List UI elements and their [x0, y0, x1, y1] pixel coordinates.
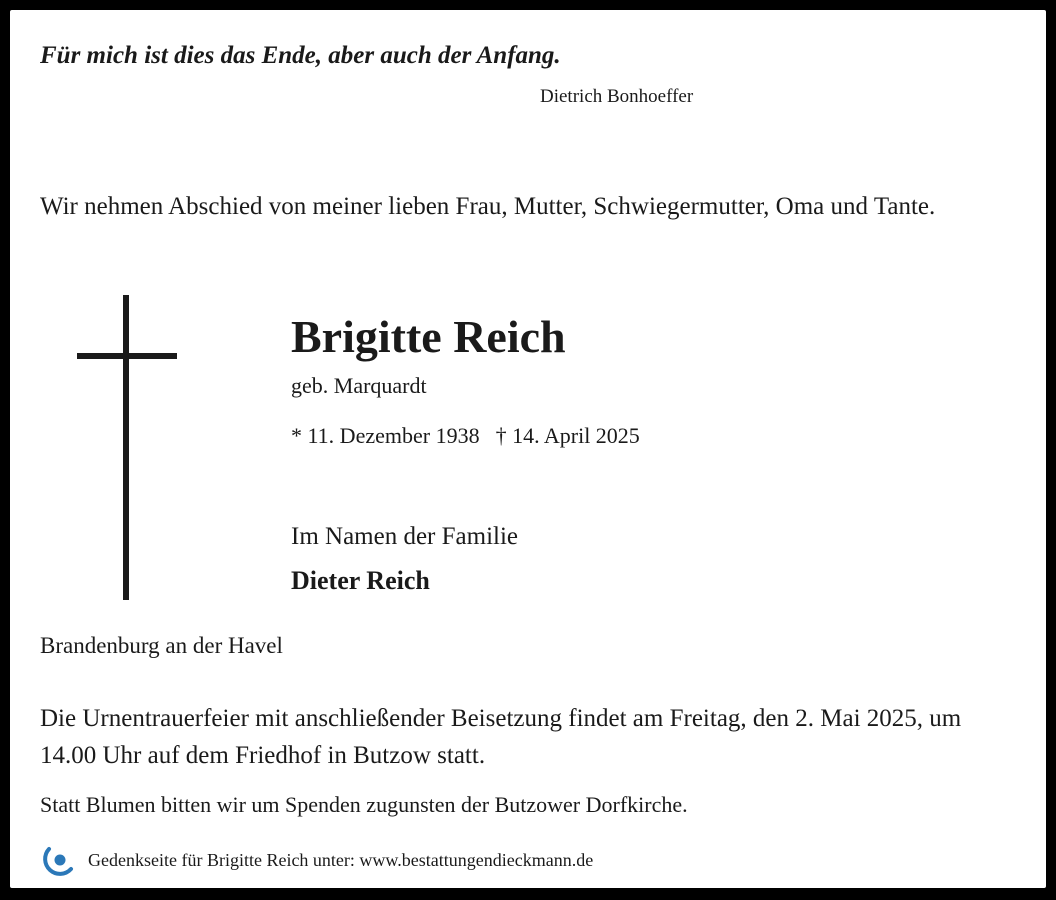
quote-text: Für mich ist dies das Ende, aber auch der Anfang. [40, 42, 561, 69]
place-name: Brandenburg an der Havel [40, 633, 283, 658]
deceased-name: Brigitte Reich [291, 311, 566, 362]
death-date: † 14. April 2025 [495, 423, 640, 448]
birth-name: geb. Marquardt [291, 373, 427, 398]
farewell-intro: Wir nehmen Abschied von meiner lieben Frau, Mutter, Schwiegermutter, Oma und Tante. [40, 193, 936, 220]
ceremony-notice: Die Urnentrauerfeier mit anschließender Beisetzung findet am Freitag, den 2. Mai 2025, um 14.00 Uhr auf dem Friedhof in Butzow statt. [40, 705, 962, 769]
memorial-candle-icon [40, 843, 76, 877]
family-signatory: Dieter Reich [291, 566, 430, 595]
cross-icon [77, 295, 177, 600]
memorial-page-link[interactable]: Gedenkseite für Brigitte Reich unter: www.bestattungendieckmann.de [88, 849, 594, 870]
quote-author: Dietrich Bonhoeffer [540, 86, 694, 107]
birth-date: * 11. Dezember 1938 [291, 423, 480, 448]
life-dates [291, 423, 640, 449]
obituary-card [10, 10, 1046, 888]
family-label: Im Namen der Familie [291, 523, 519, 550]
memorial-link-row [40, 843, 593, 877]
donation-note: Statt Blumen bitten wir um Spenden zugunsten der Butzower Dorfkirche. [40, 792, 688, 817]
